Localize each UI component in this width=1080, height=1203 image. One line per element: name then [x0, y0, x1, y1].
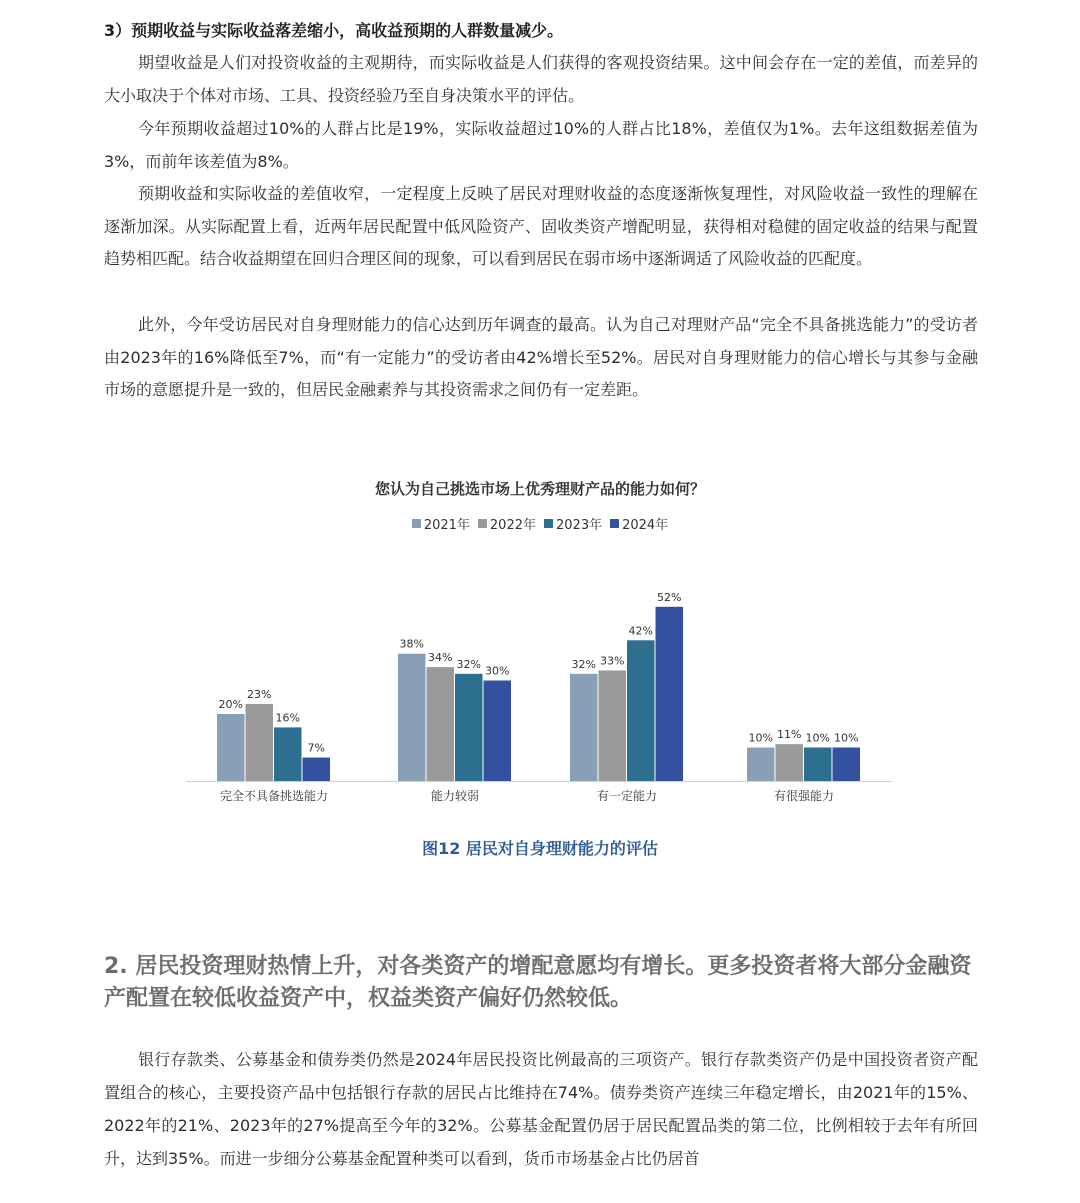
- data-label-2022-0: 23%: [247, 687, 272, 701]
- bar-2022-1: [427, 667, 455, 781]
- bar-2024-3: [833, 748, 861, 782]
- bar-2024-2: [656, 607, 684, 781]
- section-heading: 3）预期收益与实际收益落差缩小，高收益预期的人群数量减少。: [104, 21, 564, 40]
- data-label-2023-1: 32%: [456, 657, 481, 671]
- bar-2021-3: [747, 748, 775, 782]
- data-label-2022-2: 33%: [600, 654, 625, 668]
- category-label-0: 完全不具备挑选能力: [219, 789, 329, 803]
- data-label-2023-3: 10%: [805, 731, 830, 745]
- legend-label-2022: 2022年: [489, 518, 536, 533]
- category-label-1: 能力较弱: [430, 789, 480, 803]
- bar-2023-0: [274, 727, 302, 781]
- bar-2023-1: [455, 674, 483, 781]
- bar-2024-1: [484, 681, 512, 782]
- paragraph-asset-allocation: 银行存款类、公募基金和债券类仍然是2024年居民投资比例最高的三项资产。银行存款类资产仍是中国投资者资产配置组合的核心，主要投资产品中包括银行存款的居民占比维持在74%。债券类资产连续三年稳定增长，由2021年的15%、2022年的21%、2023年的27%提高至今年的32%。公募基金配置仍居于居民配置品类的第二位，比例相较于去年有所回升，达到35%。而进一步细分公募基金配置种类可以看到，货币市场基金占比仍居首: [104, 1050, 978, 1168]
- category-label-2: 有一定能力: [596, 789, 658, 803]
- bar-2023-3: [804, 748, 832, 782]
- bar-2024-0: [303, 758, 331, 781]
- paragraph-gap-figures: 今年预期收益超过10%的人群占比是19%，实际收益超过10%的人群占比18%，差值仅为1%。去年这组数据差值为3%，而前年该差值为8%。: [104, 119, 978, 171]
- data-label-2024-1: 30%: [485, 664, 510, 678]
- data-label-2021-3: 10%: [748, 731, 773, 745]
- data-label-2022-3: 11%: [777, 728, 802, 742]
- data-label-2023-2: 42%: [628, 624, 653, 638]
- figure-caption: 图12 居民对自身理财能力的评估: [422, 839, 658, 858]
- chart-title: 您认为自己挑选市场上优秀理财产品的能力如何？: [374, 480, 705, 498]
- bar-2022-3: [776, 744, 804, 781]
- data-label-2022-1: 34%: [428, 651, 453, 665]
- paragraph-confidence: 此外，今年受访居民对自身理财能力的信心达到历年调查的最高。认为自己对理财产品“完全不具备挑选能力”的受访者由2023年的16%降低至7%，而“有一定能力”的受访者由42%增长至52%。居民对自身理财能力的信心增长与其参与金融市场的意愿提升是一致的，但居民金融素养与其投资需求之间仍有一定差距。: [104, 315, 978, 399]
- data-label-2023-0: 16%: [275, 711, 300, 725]
- data-label-2021-1: 38%: [399, 637, 424, 651]
- data-label-2024-2: 52%: [657, 590, 682, 604]
- category-label-3: 有很强能力: [773, 789, 835, 803]
- bar-2021-0: [217, 714, 245, 781]
- paragraph-rational-attitude: 预期收益和实际收益的差值收窄，一定程度上反映了居民对理财收益的态度逐渐恢复理性，对风险收益一致性的理解在逐渐加深。从实际配置上看，近两年居民配置中低风险资产、固收类资产增配明显，获得相对稳健的固定收益的结果与配置趋势相匹配。结合收益期望在回归合理区间的现象，可以看到居民在弱市场中逐渐调适了风险收益的匹配度。: [104, 184, 978, 268]
- bar-2021-2: [570, 674, 598, 781]
- data-label-2024-3: 10%: [834, 731, 859, 745]
- data-label-2021-2: 32%: [571, 657, 596, 671]
- data-label-2021-0: 20%: [218, 698, 243, 711]
- legend-label-2023: 2023年: [556, 518, 603, 533]
- bar-2021-1: [398, 654, 426, 781]
- bar-2023-2: [627, 640, 655, 781]
- section2-heading: 2. 居民投资理财热情上升，对各类资产的增配意愿均有增长。更多投资者将大部分金融资产配置在较低收益资产中，权益类资产偏好仍然较低。: [104, 954, 972, 1011]
- paragraph-expected-vs-actual: 期望收益是人们对投资收益的主观期待，而实际收益是人们获得的客观投资结果。这中间会存在一定的差值，而差异的大小取决于个体对市场、工具、投资经验乃至自身决策水平的评估。: [104, 53, 978, 105]
- bar-2022-0: [246, 704, 274, 781]
- chart-plot-area: [180, 470, 900, 820]
- legend-label-2021: 2021年: [423, 518, 470, 533]
- data-label-2024-0: 7%: [307, 741, 325, 755]
- bar-chart: [180, 470, 900, 820]
- legend-label-2024: 2024年: [622, 518, 669, 533]
- bar-2022-2: [599, 670, 627, 781]
